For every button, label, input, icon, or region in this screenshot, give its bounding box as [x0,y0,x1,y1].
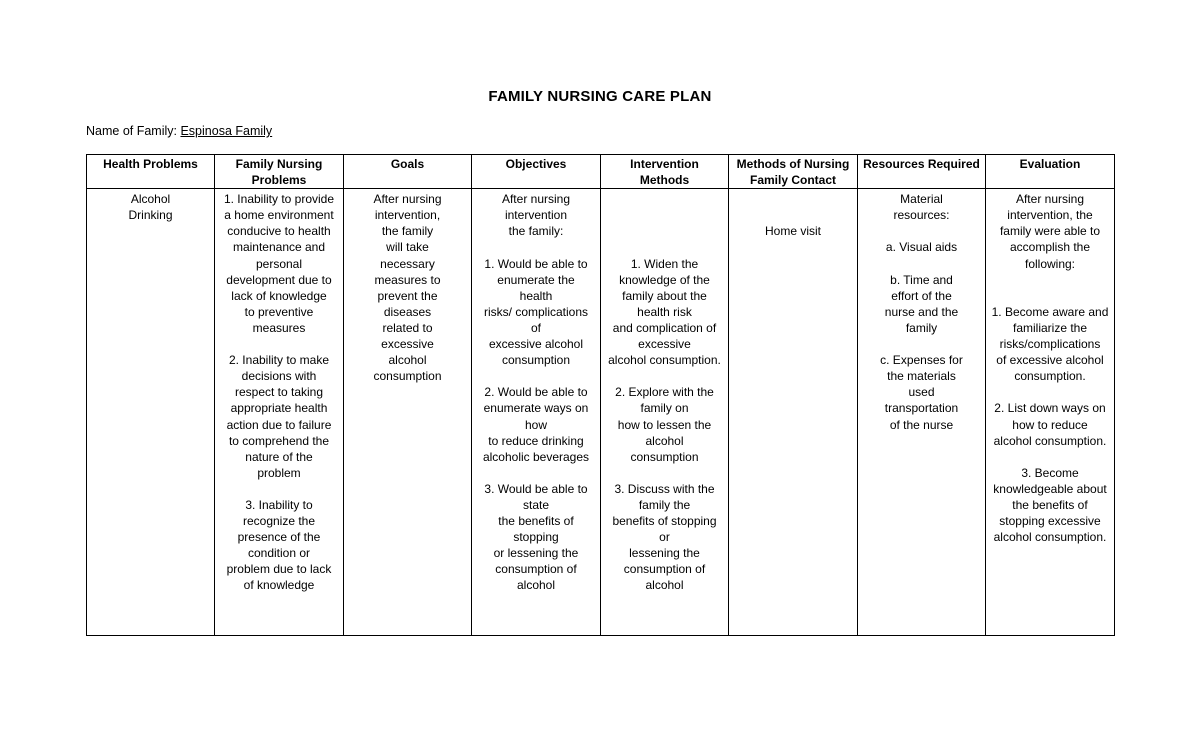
cell-objectives: After nursing intervention the family: 1. Would be able to enumerate the health risks/ complications of excessive alcohol consumption 2. Would be able to enumerate ways on how to reduce drinking alcoholic beverages 3. Would be able to state the benefits of stopping or lessening the consumption of alcohol [472,189,601,636]
cell-intervention-methods: 1. Widen the knowledge of the family about the health risk and complication of excessive alcohol consumption. 2. Explore with the family on how to lessen the alcohol consumption 3. Discuss with the family the benefits of stopping or lessening the consumption of alcohol [601,189,729,636]
header-resources-required: Resources Required [858,155,986,189]
cell-methods-of-contact: Home visit [729,189,858,636]
family-name-value: Espinosa Family [180,124,273,138]
table-row [87,189,1115,636]
family-name-line [86,124,272,138]
cell-goals: After nursing intervention, the family will take necessary measures to prevent the diseases related to excessive alcohol consumption [344,189,472,636]
table-header-row [87,155,1115,189]
cell-family-nursing-problems: 1. Inability to provide a home environment conducive to health maintenance and personal development due to lack of knowledge to preventive measures 2. Inability to make decisions with respect to taking appropriate health action due to failure to comprehend the nature of the problem 3. Inability to recognize the presence of the condition or problem due to lack of knowledge [215,189,344,636]
care-plan-table [86,154,1115,636]
header-objectives: Objectives [472,155,601,189]
header-evaluation: Evaluation [986,155,1115,189]
header-health-problems: Health Problems [87,155,215,189]
cell-resources-required: Material resources: a. Visual aids b. Time and effort of the nurse and the family c. Expenses for the materials used transportation of the nurse [858,189,986,636]
cell-evaluation: After nursing intervention, the family were able to accomplish the following: 1. Become aware and familiarize the risks/complications of excessive alcohol consumption. 2. List down ways on how to reduce alcohol consumption. 3. Become knowledgeable about the benefits of stopping excessive alcohol consumption. [986,189,1115,636]
header-goals: Goals [344,155,472,189]
header-family-nursing-problems: Family Nursing Problems [215,155,344,189]
page-title: FAMILY NURSING CARE PLAN [488,88,712,105]
cell-health-problems: Alcohol Drinking [87,189,215,636]
header-methods-of-contact: Methods of Nursing Family Contact [729,155,858,189]
header-intervention-methods: Intervention Methods [601,155,729,189]
family-name-label: Name of Family: [86,124,181,138]
